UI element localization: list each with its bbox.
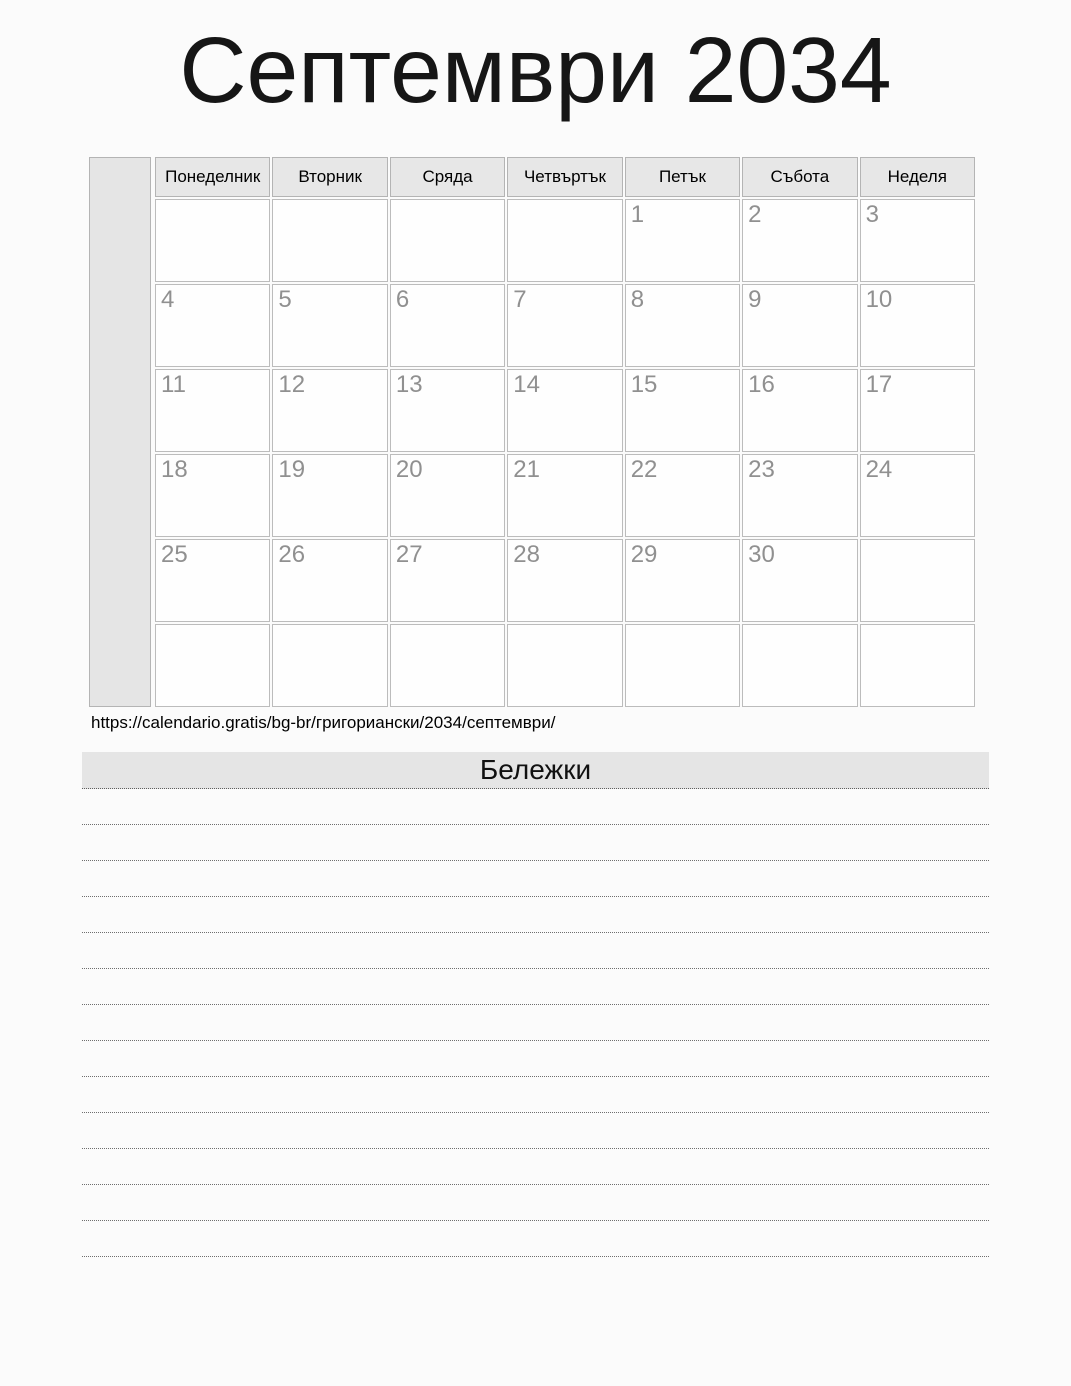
- day-number: 18: [161, 456, 188, 483]
- day-number: 15: [630, 371, 658, 398]
- day-cell-empty: [155, 199, 270, 282]
- day-cell-4: [155, 284, 270, 367]
- weekday-header-friday: Петък: [625, 157, 740, 197]
- note-line: [82, 861, 989, 897]
- note-line: [82, 897, 989, 933]
- day-number: 14: [513, 371, 540, 398]
- weekday-header-sunday: Неделя: [860, 157, 975, 197]
- day-number: 8: [630, 286, 645, 313]
- day-number: 3: [865, 201, 879, 228]
- day-number: 2: [748, 201, 762, 228]
- day-number: 30: [748, 541, 775, 568]
- day-number: 23: [748, 456, 775, 483]
- day-cell-5: [272, 284, 387, 367]
- day-cell-empty: [390, 624, 505, 707]
- note-line: [82, 1149, 989, 1185]
- day-cell-empty: [155, 624, 270, 707]
- day-cell-empty: [742, 624, 857, 707]
- weekday-header-tuesday: Вторник: [272, 157, 387, 197]
- note-line: [82, 933, 989, 969]
- day-cell-16: [742, 369, 857, 452]
- calendar-table: [155, 157, 975, 707]
- day-number: 28: [513, 541, 540, 568]
- day-cell-1: [625, 199, 740, 282]
- note-line: [82, 789, 989, 825]
- day-cell-23: [742, 454, 857, 537]
- weekday-header-saturday: Събота: [742, 157, 857, 197]
- day-number: 16: [748, 371, 775, 398]
- day-cell-empty: [507, 624, 622, 707]
- note-line: [82, 1005, 989, 1041]
- day-cell-15: [625, 369, 740, 452]
- note-line: [82, 1113, 989, 1149]
- day-cell-14: [507, 369, 622, 452]
- day-cell-6: [390, 284, 505, 367]
- day-number: 13: [395, 371, 423, 398]
- calendar-month-grid: [89, 157, 1071, 707]
- day-cell-12: [272, 369, 387, 452]
- day-cell-25: [155, 539, 270, 622]
- day-cell-3: [860, 199, 975, 282]
- note-line: [82, 1041, 989, 1077]
- day-cell-empty: [507, 199, 622, 282]
- day-cell-19: [272, 454, 387, 537]
- day-cell-22: [625, 454, 740, 537]
- note-line: [82, 825, 989, 861]
- notes-title: Бележки: [82, 752, 989, 789]
- weekday-header-wednesday: Сряда: [390, 157, 505, 197]
- day-cell-7: [507, 284, 622, 367]
- day-cell-11: [155, 369, 270, 452]
- day-cell-18: [155, 454, 270, 537]
- day-cell-empty: [625, 624, 740, 707]
- day-cell-20: [390, 454, 505, 537]
- day-number: 12: [278, 371, 306, 398]
- day-number: 21: [513, 456, 540, 483]
- day-number: 20: [395, 456, 423, 483]
- day-number: 11: [161, 371, 186, 398]
- day-number: 1: [630, 201, 645, 228]
- day-cell-24: [860, 454, 975, 537]
- day-number: 6: [395, 286, 410, 313]
- note-line: [82, 1077, 989, 1113]
- day-number: 25: [161, 541, 188, 568]
- day-cell-empty: [860, 624, 975, 707]
- day-cell-2: [742, 199, 857, 282]
- weekday-header-monday: Понеделник: [155, 157, 270, 197]
- day-cell-21: [507, 454, 622, 537]
- day-number: 4: [161, 286, 175, 313]
- day-cell-30: [742, 539, 857, 622]
- day-cell-27: [390, 539, 505, 622]
- day-cell-13: [390, 369, 505, 452]
- day-cell-8: [625, 284, 740, 367]
- day-number: 10: [865, 286, 893, 313]
- day-cell-empty: [272, 624, 387, 707]
- day-cell-empty: [272, 199, 387, 282]
- day-cell-29: [625, 539, 740, 622]
- day-number: 24: [865, 456, 893, 483]
- day-number: 22: [630, 456, 658, 483]
- note-line: [82, 1185, 989, 1221]
- day-cell-26: [272, 539, 387, 622]
- day-cell-empty: [860, 539, 975, 622]
- page-title: Септември 2034: [179, 18, 892, 122]
- day-cell-17: [860, 369, 975, 452]
- day-cell-28: [507, 539, 622, 622]
- day-number: 5: [278, 286, 292, 313]
- day-number: 9: [748, 286, 762, 313]
- notes-section: [82, 752, 989, 1257]
- day-cell-9: [742, 284, 857, 367]
- day-number: 27: [395, 541, 423, 568]
- day-number: 7: [513, 286, 527, 313]
- notes-lines: [82, 789, 989, 1257]
- day-number: 26: [278, 541, 306, 568]
- note-line: [82, 969, 989, 1005]
- day-number: 17: [865, 371, 893, 398]
- day-number: 19: [278, 456, 306, 483]
- day-number: 29: [630, 541, 658, 568]
- weekday-header-thursday: Четвъртък: [507, 157, 622, 197]
- week-number-column: [89, 157, 151, 707]
- source-url-text: https://calendario.gratis/bg-br/григориански/2034/септември/: [91, 713, 556, 732]
- day-cell-empty: [390, 199, 505, 282]
- day-cell-10: [860, 284, 975, 367]
- note-line: [82, 1221, 989, 1257]
